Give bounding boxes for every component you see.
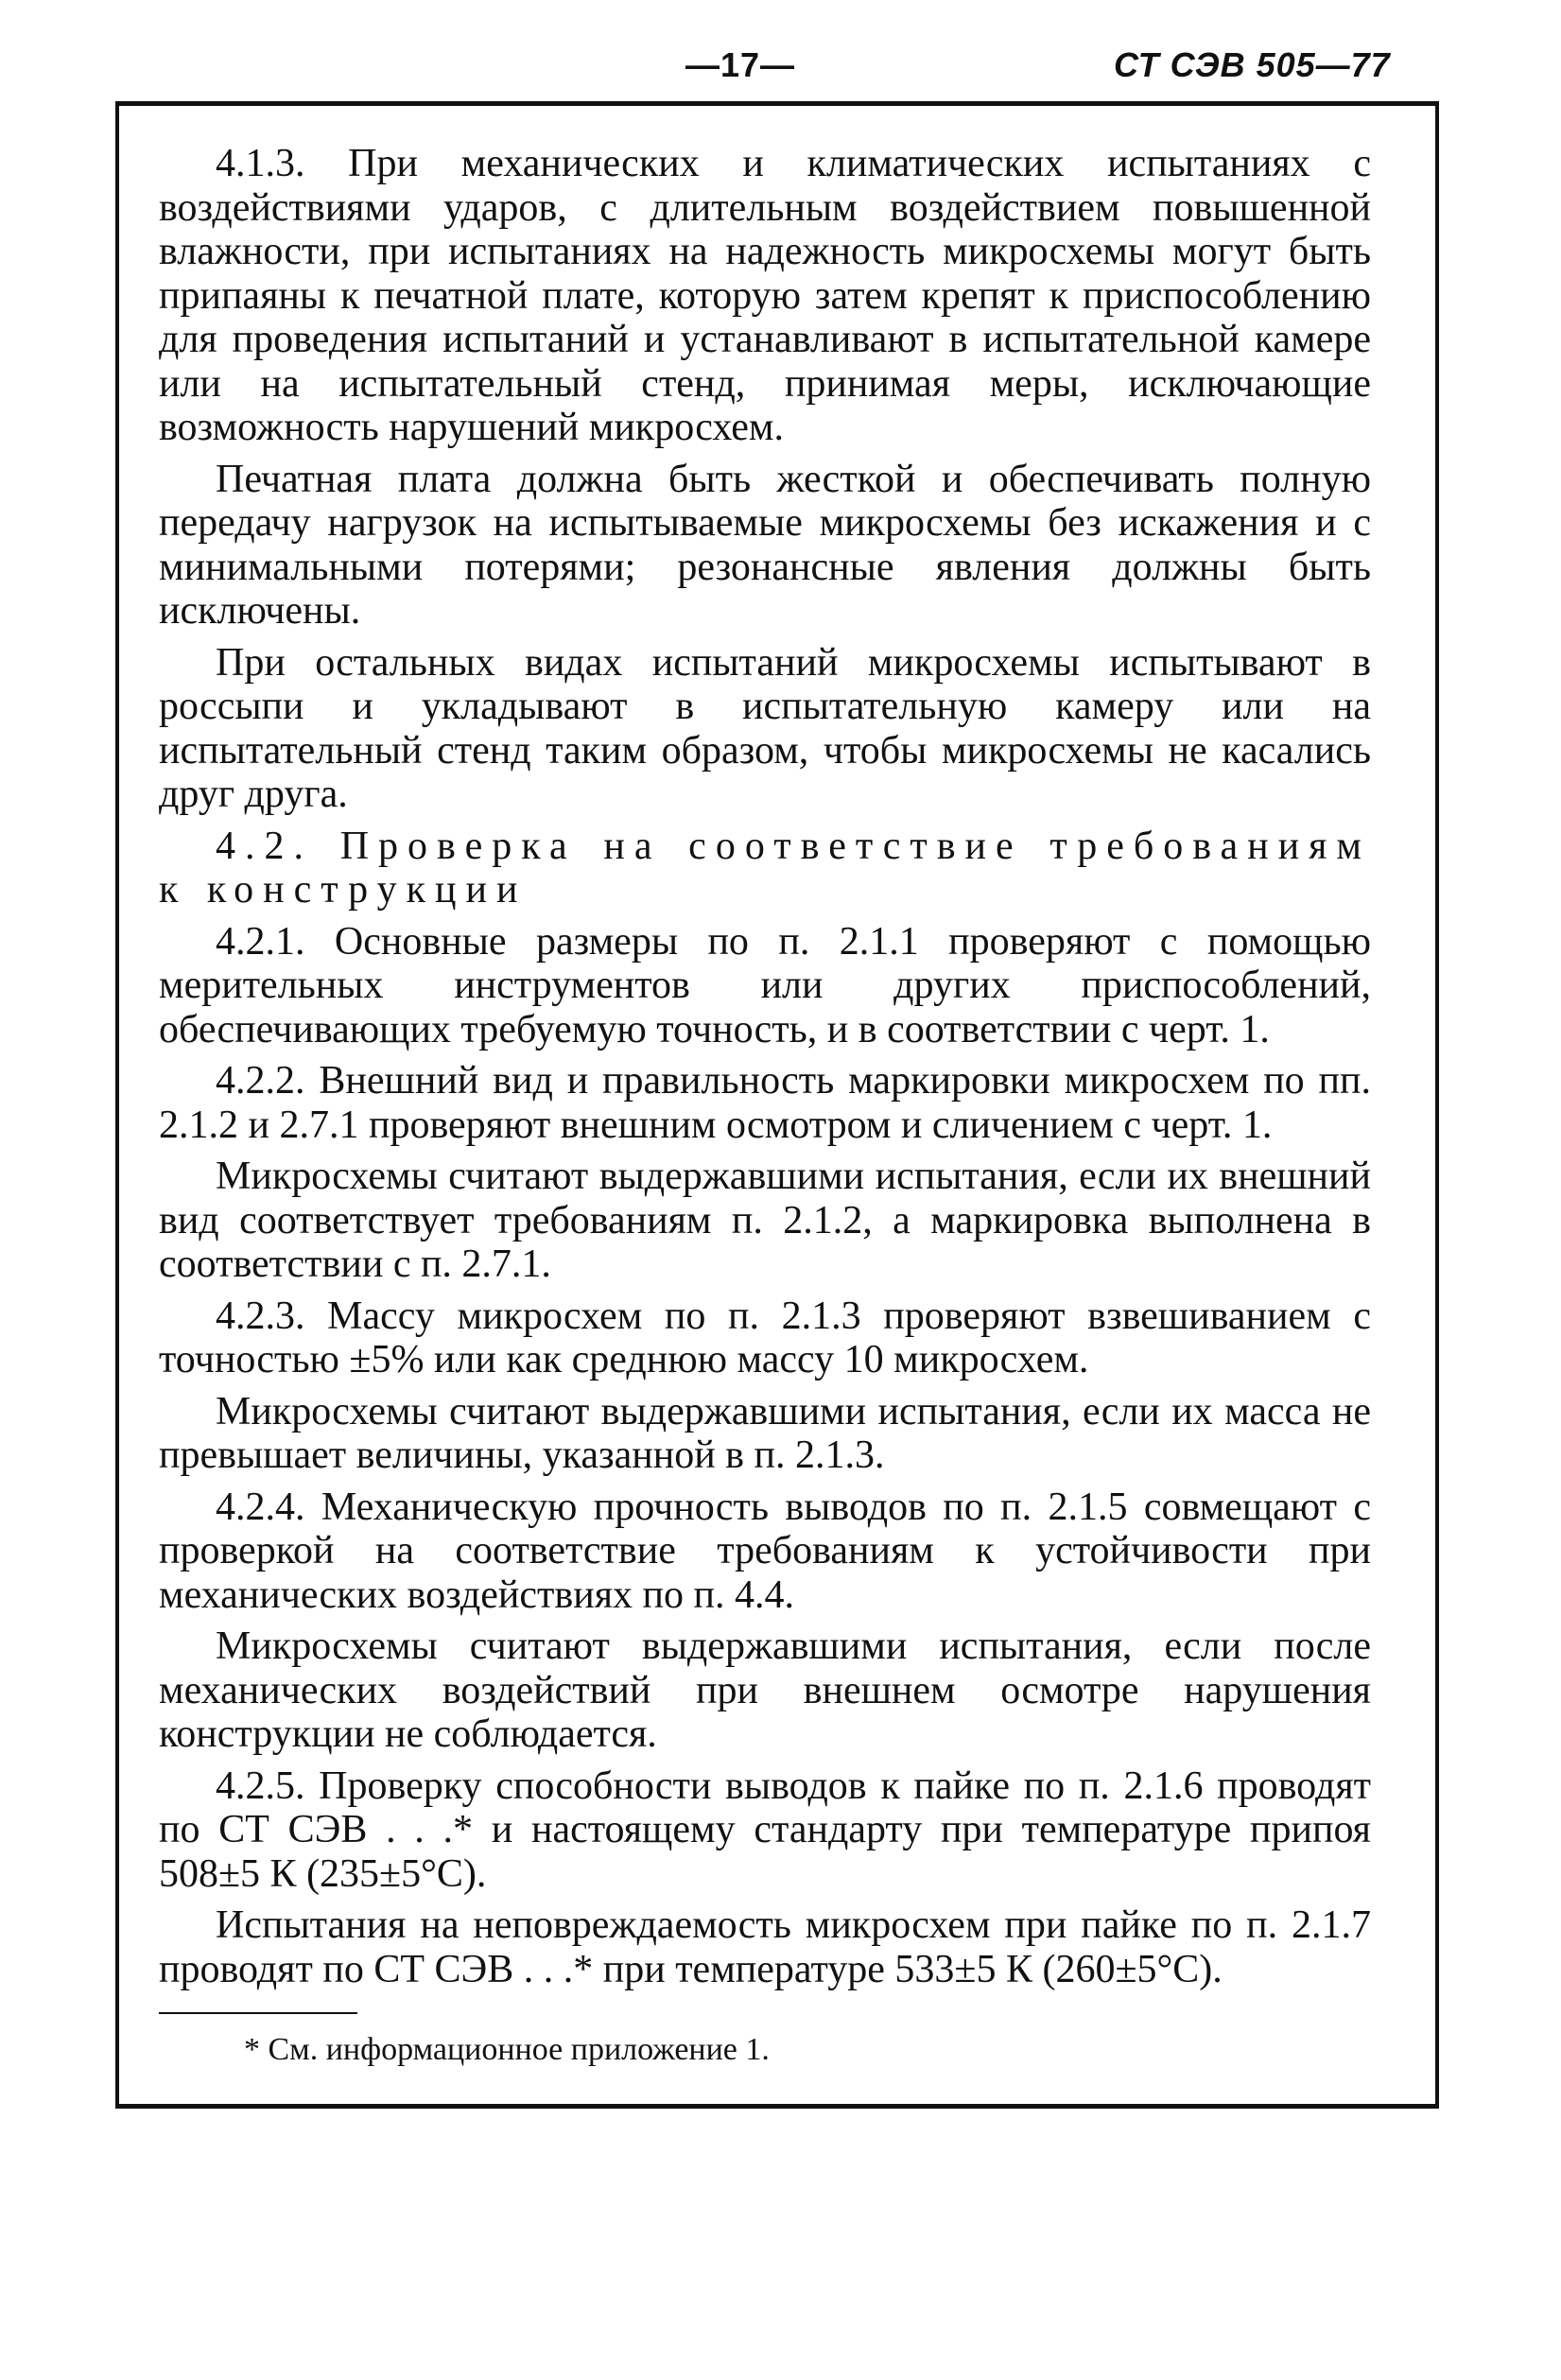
paragraph-mechanical-criteria: Микросхемы считают выдержавшими испытания, если после механических воздействий при внешнем осмотре нарушения конструкции не соблюдается.	[159, 1624, 1371, 1756]
paragraph-mass-criteria: Микросхемы считают выдержавшими испытания, если их масса не превышает величины, указанной в п. 2.1.3.	[159, 1389, 1371, 1477]
paragraph-4-2-2: 4.2.2. Внешний вид и правильность маркировки микросхем по пп. 2.1.2 и 2.7.1 проверяют внешним осмотром и сличением с черт. 1.	[159, 1059, 1371, 1147]
footnote-divider	[159, 2012, 357, 2014]
paragraph-4-2-1: 4.2.1. Основные размеры по п. 2.1.1 проверяют с помощью мерительных инструментов или других приспособлений, обеспечивающих требуемую точность, и в соответствии с черт. 1.	[159, 919, 1371, 1051]
paragraph-printed-board: Печатная плата должна быть жесткой и обеспечивать полную передачу нагрузок на испытываемые микросхемы без искажения и с минимальными потерями; резонансные явления должны быть исключены.	[159, 457, 1371, 633]
paragraph-soldering-tests: Испытания на неповреждаемость микросхем при пайке по п. 2.1.7 проводят по СТ СЭВ . . .* при температуре 533±5 К (260±5°С).	[159, 1903, 1371, 1991]
paragraph-other-tests: При остальных видах испытаний микросхемы испытывают в россыпи и укладывают в испытательную камеру или на испытательный стенд таким образом, чтобы микросхемы не касались друг друга.	[159, 640, 1371, 816]
document-body	[159, 142, 1371, 2069]
page-number: —17—	[685, 45, 796, 84]
paragraph-4-2-3: 4.2.3. Массу микросхем по п. 2.1.3 проверяют взвешиванием с точностью ±5% или как среднюю массу 10 микросхем.	[159, 1294, 1371, 1381]
standard-designation: СТ СЭВ 505—77	[1114, 45, 1391, 84]
paragraph-4-2-4: 4.2.4. Механическую прочность выводов по п. 2.1.5 совмещают с проверкой на соответствие требованиям к устойчивости при механических воздействиях по п. 4.4.	[159, 1485, 1371, 1617]
paragraph-appearance-criteria: Микросхемы считают выдержавшими испытания, если их внешний вид соответствует требованиям п. 2.1.2, а маркировка выполнена в соответствии с п. 2.7.1.	[159, 1155, 1371, 1286]
section-heading-4-2: 4.2. Проверка на соответствие требованиям к конструкции	[159, 824, 1371, 912]
paragraph-4-1-3: 4.1.3. При механических и климатических испытаниях с воздействиями ударов, с длительным воздействием повышенной влажности, при испытаниях на надежность микросхемы могут быть припаяны к печатной плате, которую затем крепят к приспособлению для проведения испытаний и устанавливают в испытательной камере или на испытательный стенд, принимая меры, исключающие возможность нарушений микросхем.	[159, 142, 1371, 449]
paragraph-4-2-5: 4.2.5. Проверку способности выводов к пайке по п. 2.1.6 проводят по СТ СЭВ . . .* и настоящему стандарту при температуре припоя 508±5 К (235±5°С).	[159, 1763, 1371, 1896]
footnote: * См. информационное приложение 1.	[244, 2032, 770, 2067]
